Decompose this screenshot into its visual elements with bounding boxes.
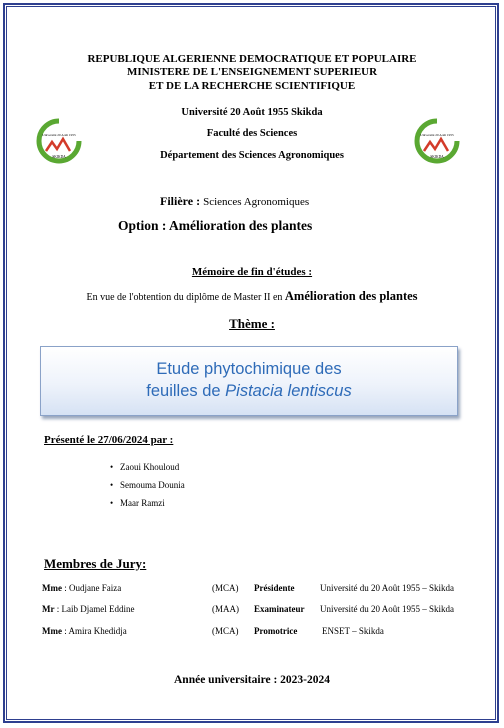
university-logo-icon <box>36 118 82 164</box>
university-logo-icon <box>414 118 460 164</box>
thesis-title-line2-prefix: feuilles de <box>146 382 221 400</box>
memoire-title: Mémoire de fin d'études : <box>191 266 313 278</box>
logo-text-2: SKIKDA <box>430 155 444 159</box>
filiere-line <box>160 194 309 209</box>
header-research: ET DE LA RECHERCHE SCIENTIFIQUE <box>148 80 356 92</box>
jury-label: Membres de Jury: <box>44 556 147 571</box>
jury-title: Mme <box>42 583 62 593</box>
faculty-name: Faculté des Sciences <box>206 128 298 139</box>
jury-grade: (MCA) <box>212 626 239 636</box>
jury-institution: Université du 20 Août 1955 – Skikda <box>320 604 454 614</box>
jury-name: : Amira Khedidja <box>64 626 127 636</box>
student-item: • Zaoui Khouloud <box>120 462 179 472</box>
memoire-line-prefix: En vue de l'obtention du diplôme de Master II en <box>86 292 283 303</box>
thesis-title-line1: Etude phytochimique des <box>156 360 342 378</box>
jury-role: Présidente <box>254 583 295 593</box>
jury-title: Mme <box>42 626 62 636</box>
thesis-title-species: Pistacia lentiscus <box>225 382 352 400</box>
jury-name: : Laib Djamel Eddine <box>56 604 135 614</box>
memoire-line-strong: Amélioration des plantes <box>284 289 418 303</box>
university-logo-right <box>414 118 460 164</box>
header-ministry: MINISTERE DE L'ENSEIGNEMENT SUPERIEUR <box>126 66 378 78</box>
presented-label: Présenté le 27/06/2024 par : <box>44 434 174 446</box>
student-item: • Semouma Dounia <box>120 480 185 490</box>
option-line <box>118 218 312 234</box>
logo-text-2: SKIKDA <box>52 155 66 159</box>
thesis-title-box <box>40 346 458 416</box>
jury-title: Mr <box>42 604 55 614</box>
academic-year: Année universitaire : 2023-2024 <box>174 674 330 686</box>
department-name: Département des Sciences Agronomiques <box>160 150 344 161</box>
filiere-value: Sciences Agronomiques <box>203 196 310 208</box>
memoire-line <box>0 289 504 304</box>
jury-institution: ENSET – Skikda <box>322 626 384 636</box>
filiere-label: Filière : <box>160 194 201 208</box>
jury-institution: Université du 20 Août 1955 – Skikda <box>320 583 454 593</box>
header-republic: REPUBLIQUE ALGERIENNE DEMOCRATIQUE ET POPULAIRE <box>87 53 417 65</box>
student-item: • Maar Ramzi <box>120 498 165 508</box>
logo-text-1: Université 20 Août 1955 <box>42 133 76 137</box>
university-logo-left <box>36 118 82 164</box>
jury-grade: (MCA) <box>212 583 239 593</box>
jury-role: Examinateur <box>254 604 305 614</box>
thesis-title-line2 <box>41 380 457 402</box>
jury-grade: (MAA) <box>212 604 239 614</box>
option-label: Option : <box>118 218 167 233</box>
university-name: Université 20 Août 1955 Skikda <box>181 107 323 118</box>
theme-label: Thème : <box>229 316 275 331</box>
jury-role: Promotrice <box>254 626 298 636</box>
option-value: Amélioration des plantes <box>169 218 313 233</box>
jury-name: : Oudjane Faiza <box>64 583 122 593</box>
logo-text-1: Université 20 Août 1955 <box>420 133 454 137</box>
